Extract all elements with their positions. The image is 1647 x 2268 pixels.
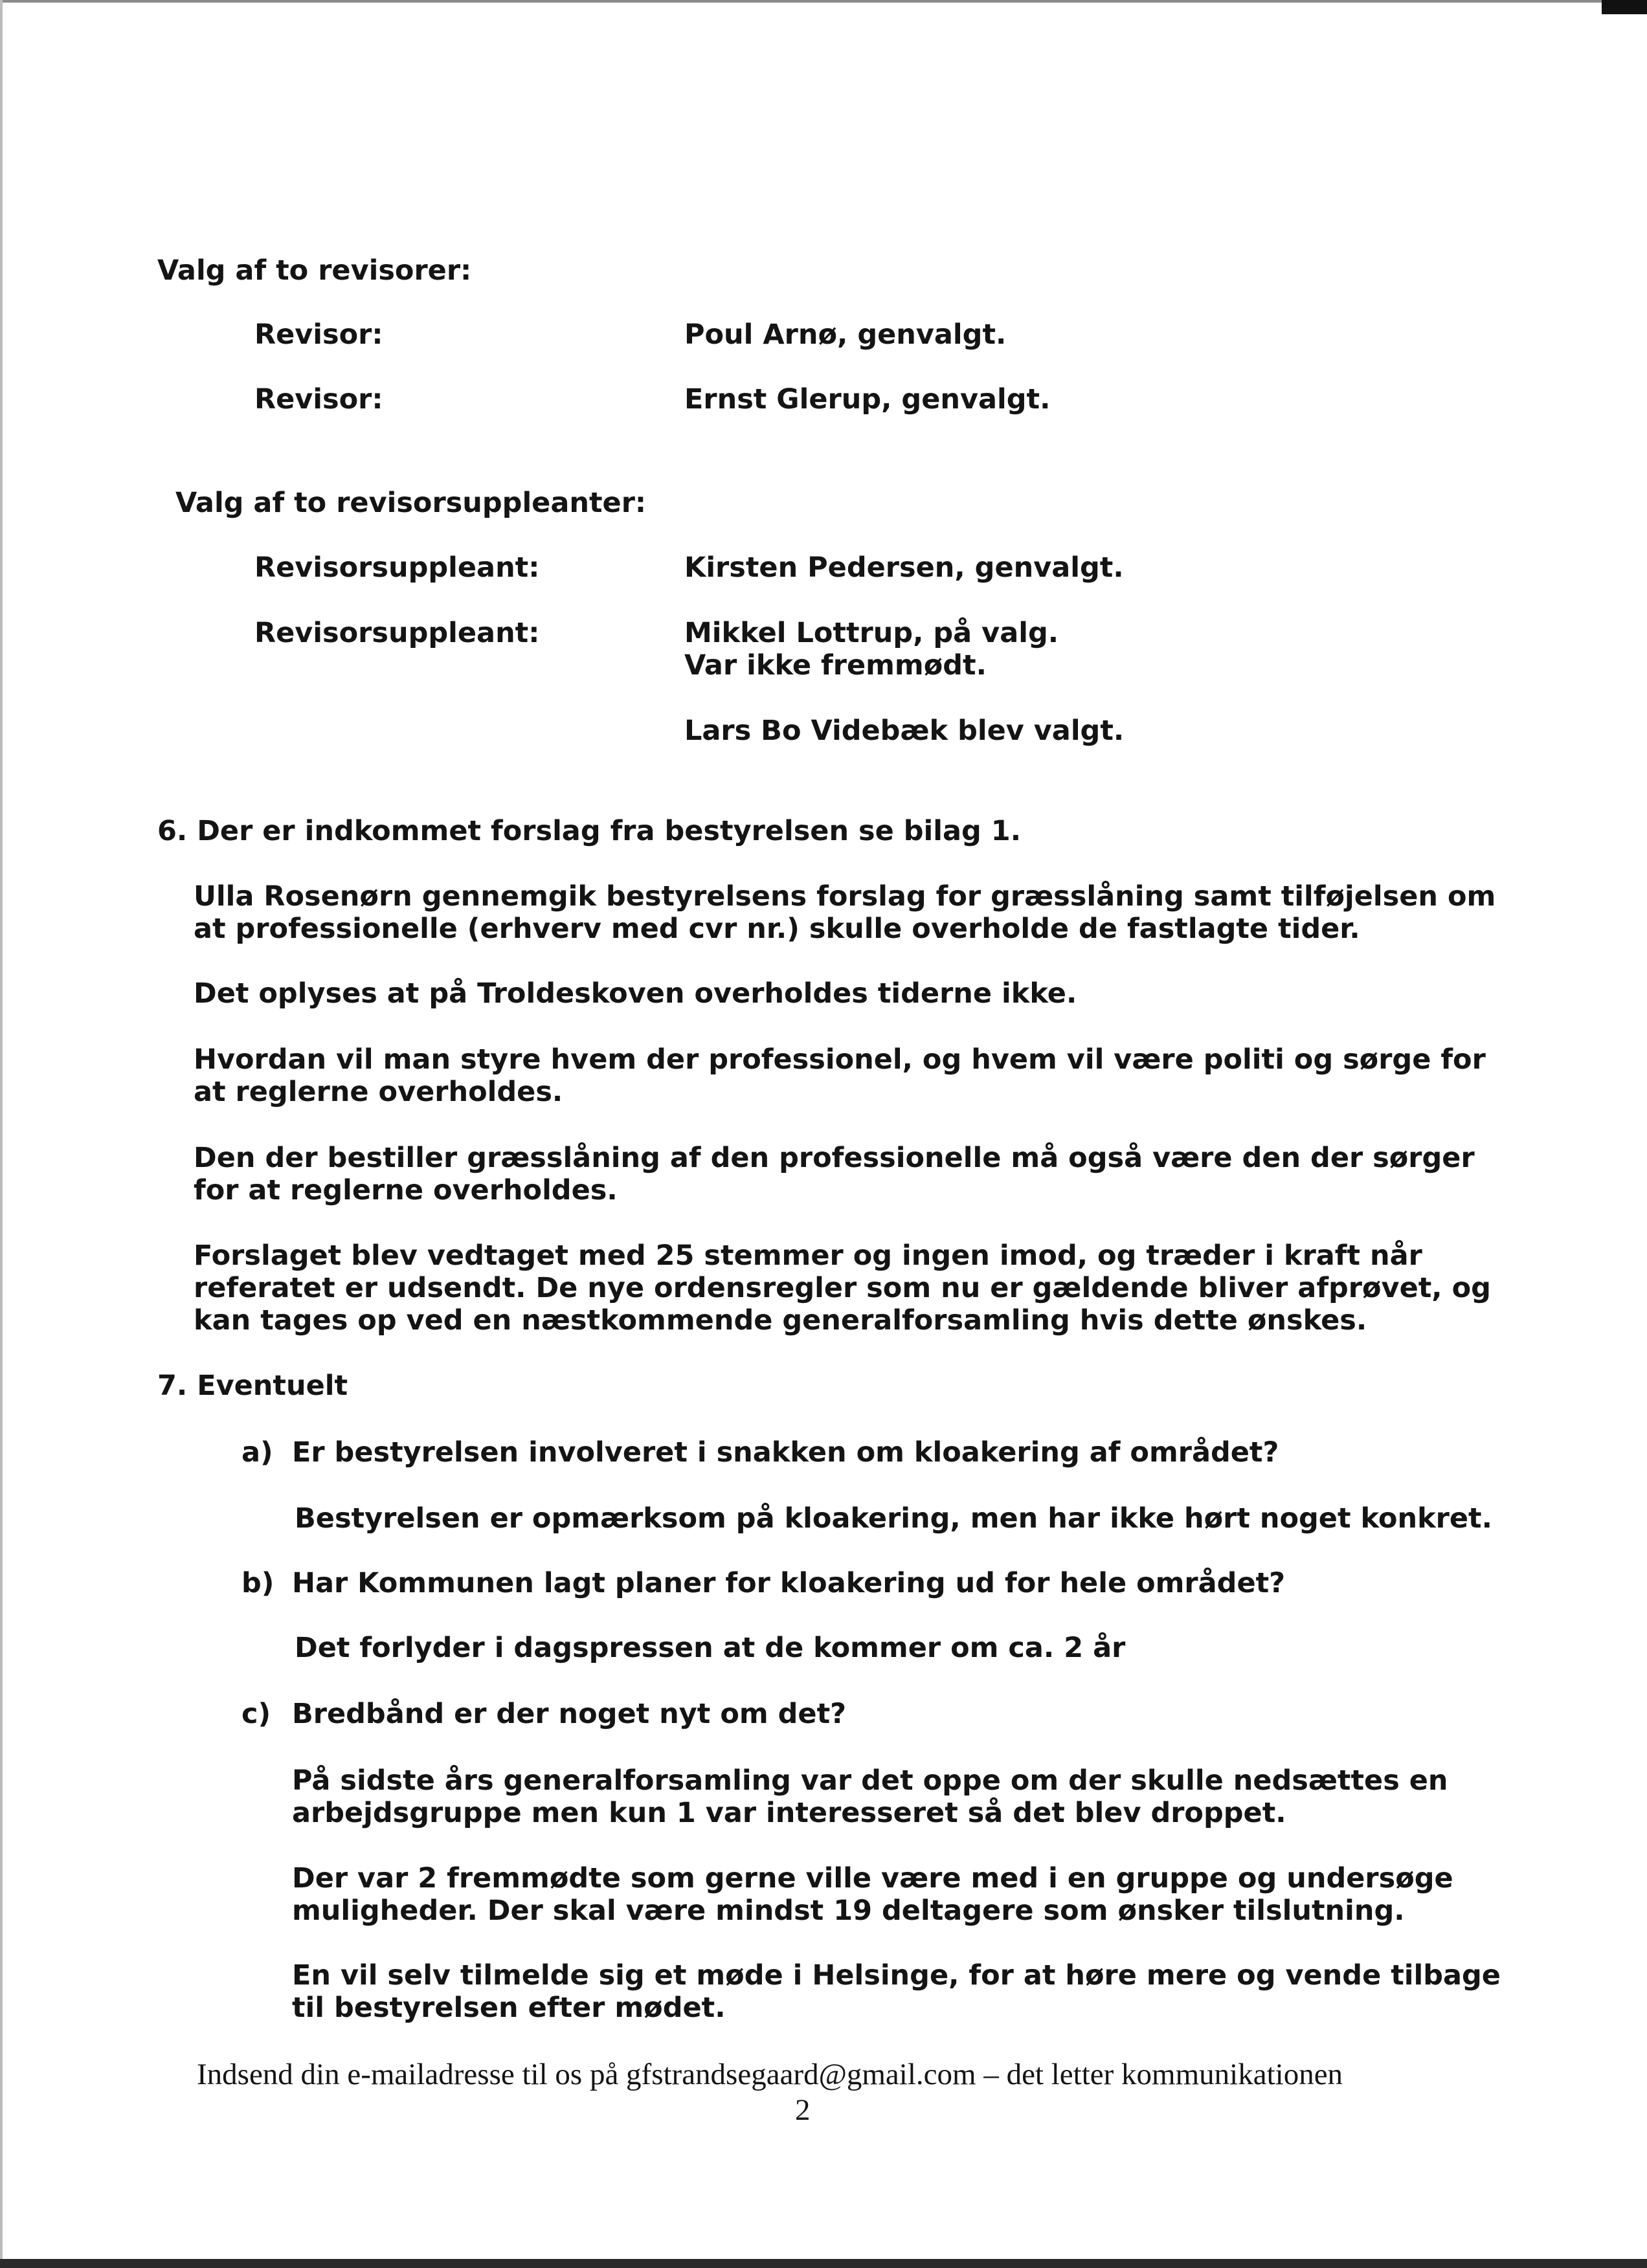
revisor-2-name: Ernst Glerup, genvalgt. [684, 383, 1051, 416]
paragraph-line: Hvordan vil man styre hvem der professionel, og hvem vil være politi og sørge for [194, 1043, 1486, 1076]
item-c-answer [292, 1959, 1501, 2024]
revisor-1-role: Revisor: [254, 318, 383, 351]
item-c-question: Bredbånd er der noget nyt om det? [292, 1698, 847, 1730]
suppleant-2-name-line1: Mikkel Lottrup, på valg. [684, 617, 1059, 649]
paragraph-line: referatet er udsendt. De nye ordensregler som nu er gældende bliver afprøvet, og [194, 1272, 1491, 1304]
page-edge-bottom [0, 2259, 1647, 2268]
paragraph-line: arbejdsgruppe men kun 1 var interesseret så det blev droppet. [292, 1797, 1286, 1829]
suppleant-1-name: Kirsten Pedersen, genvalgt. [684, 551, 1124, 584]
item-a-marker: a) [241, 1436, 273, 1469]
page-edge-left [0, 0, 3, 2268]
revisors-heading: Valg af to revisorer: [157, 254, 472, 287]
scan-mark [1602, 0, 1647, 14]
section7-heading: 7. Eventuelt [157, 1370, 348, 1402]
elected-note: Lars Bo Videbæk blev valgt. [684, 715, 1125, 747]
paragraph-line: at reglerne overholdes. [194, 1076, 563, 1108]
suppleant-2-role: Revisorsuppleant: [254, 617, 540, 649]
paragraph-line: En vil selv tilmelde sig et møde i Helsinge, for at høre mere og vende tilbage [292, 1959, 1501, 1992]
paragraph-line: at professionelle (erhverv med cvr nr.) skulle overholde de fastlagte tider. [194, 913, 1360, 945]
footer-note: Indsend din e-mailadresse til os på gfstrandsegaard@gmail.com – det letter kommunikationen [197, 2058, 1343, 2091]
item-b-marker: b) [241, 1567, 274, 1599]
suppleant-1-role: Revisorsuppleant: [254, 551, 540, 584]
item-b-answer: Det forlyder i dagspressen at de kommer om ca. 2 år [295, 1632, 1126, 1664]
paragraph-line: muligheder. Der skal være mindst 19 deltagere som ønsker tilslutning. [292, 1895, 1405, 1927]
revisor-2-role: Revisor: [254, 383, 383, 416]
paragraph-line: Ulla Rosenørn gennemgik bestyrelsens forslag for græsslåning samt tilføjelsen om [194, 880, 1496, 913]
item-b-question: Har Kommunen lagt planer for kloakering ud for hele området? [292, 1567, 1286, 1599]
page-number: 2 [795, 2093, 811, 2127]
paragraph-line: På sidste års generalforsamling var det oppe om der skulle nedsættes en [292, 1764, 1448, 1797]
section6-paragraph [194, 880, 1496, 945]
section6-paragraph [194, 1043, 1486, 1108]
suppleants-heading: Valg af to revisorsuppleanter: [175, 487, 647, 519]
paragraph-line: Det oplyses at på Troldeskoven overholdes tiderne ikke. [194, 977, 1077, 1010]
section6-heading: 6. Der er indkommet forslag fra bestyrelsen se bilag 1. [157, 815, 1022, 847]
section6-paragraph [194, 977, 1077, 1010]
item-a-question: Er bestyrelsen involveret i snakken om kloakering af området? [292, 1436, 1279, 1469]
paragraph-line: Den der bestiller græsslåning af den professionelle må også være den der sørger [194, 1142, 1475, 1174]
item-c-marker: c) [241, 1698, 271, 1730]
revisor-1-name: Poul Arnø, genvalgt. [684, 318, 1007, 351]
section6-paragraph [194, 1240, 1491, 1337]
page-edge-top [0, 0, 1647, 3]
item-c-answer [292, 1862, 1453, 1927]
item-a-answer: Bestyrelsen er opmærksom på kloakering, men har ikke hørt noget konkret. [295, 1502, 1492, 1535]
paragraph-line: Forslaget blev vedtaget med 25 stemmer og ingen imod, og træder i kraft når [194, 1240, 1422, 1272]
section6-paragraph [194, 1142, 1475, 1206]
paragraph-line: kan tages op ved en næstkommende generalforsamling hvis dette ønskes. [194, 1304, 1367, 1337]
item-c-answer [292, 1764, 1448, 1829]
paragraph-line: for at reglerne overholdes. [194, 1174, 618, 1206]
paragraph-line: til bestyrelsen efter mødet. [292, 1992, 726, 2024]
paragraph-line: Der var 2 fremmødte som gerne ville være med i en gruppe og undersøge [292, 1862, 1453, 1895]
suppleant-2-name-line2: Var ikke fremmødt. [684, 649, 987, 682]
